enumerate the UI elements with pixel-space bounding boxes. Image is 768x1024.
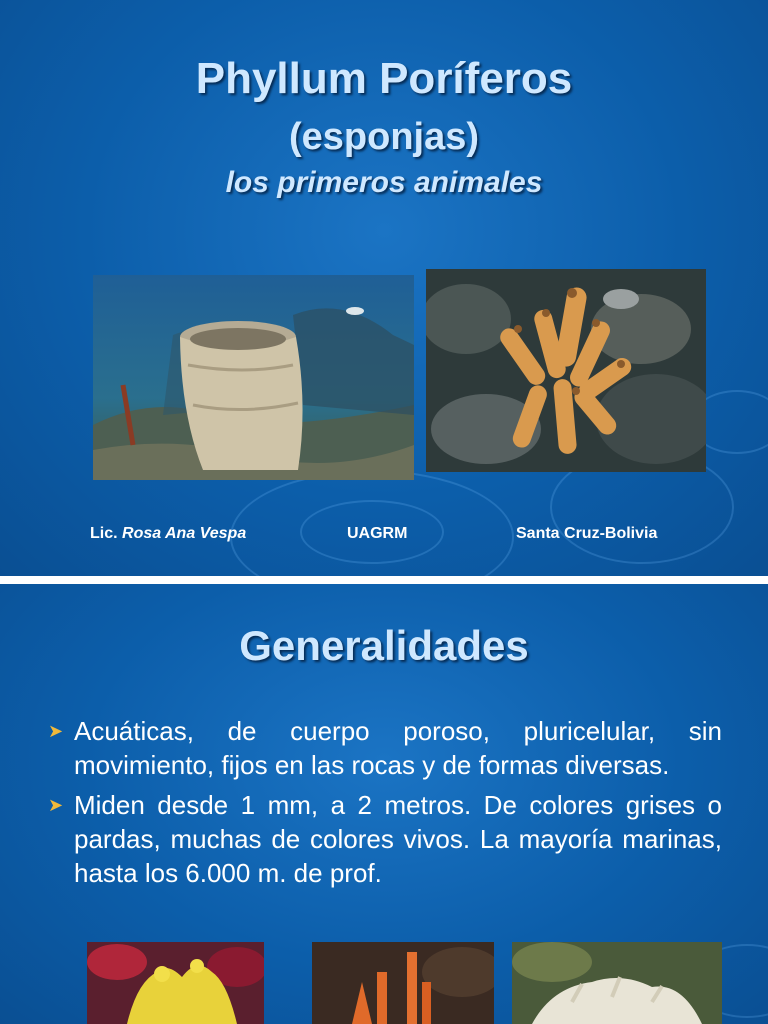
bullet-text: Miden desde 1 mm, a 2 metros. De colores grises o pardas, muchas de colores vivos. La mayoría marinas, hasta los 6.000 m. de prof.: [74, 790, 722, 888]
slide-subtitle: (esponjas): [288, 116, 480, 158]
bullet-item: [46, 714, 722, 782]
slide-tagline: los primeros animales: [225, 166, 543, 199]
arrowhead-bullet-icon: ➤: [48, 721, 64, 741]
bullet-item: [46, 788, 722, 890]
author-name: Rosa Ana Vespa: [122, 525, 247, 542]
slide-separator: [0, 576, 768, 584]
orange-sponge-photo: [312, 942, 494, 1024]
location-credit: Santa Cruz-Bolivia: [516, 525, 658, 542]
slide-title: Phyllum Poríferos: [195, 54, 573, 103]
university-credit: UAGRM: [347, 525, 408, 542]
yellow-sponge-photo: [87, 942, 264, 1024]
arrowhead-bullet-icon: ➤: [48, 795, 64, 815]
bullet-list: [46, 714, 722, 896]
content-slide: [0, 584, 768, 1024]
barrel-sponge-photo: [93, 275, 414, 480]
white-sponge-photo: [512, 942, 722, 1024]
slide-title: Generalidades: [239, 622, 529, 669]
bullet-text: Acuáticas, de cuerpo poroso, pluricelular, sin movimiento, fijos en las rocas y de formas diversas.: [74, 716, 722, 780]
author-credit: [90, 525, 246, 543]
author-prefix: Lic.: [90, 525, 118, 542]
tube-sponge-photo: [426, 269, 706, 472]
